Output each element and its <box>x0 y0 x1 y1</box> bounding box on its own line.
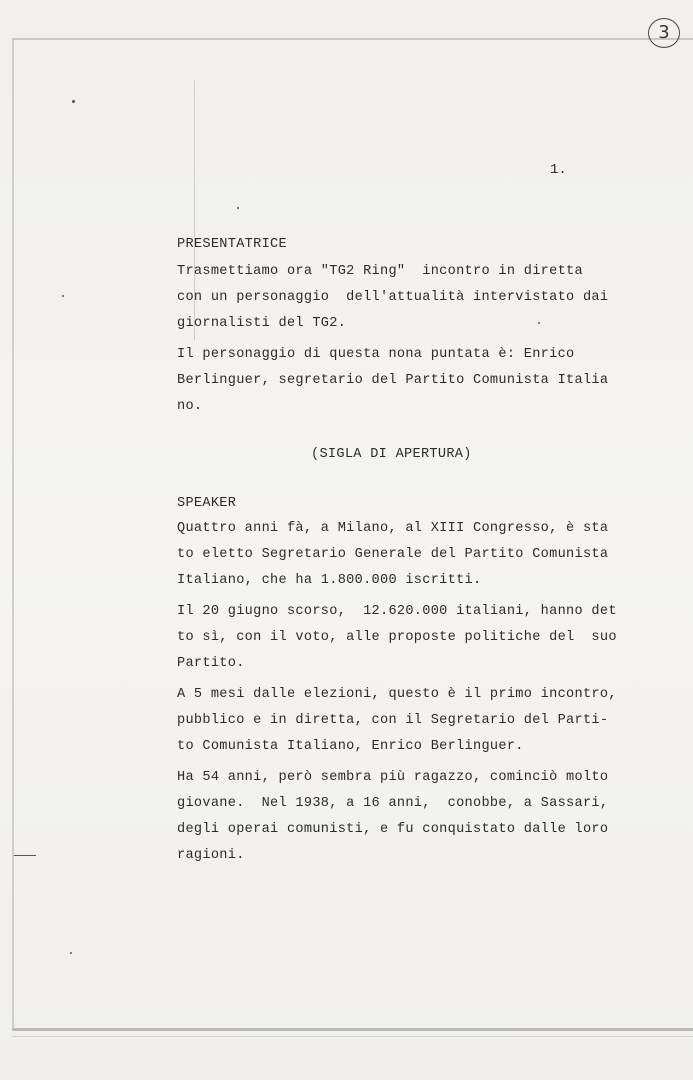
text-line: giornalisti del TG2. <box>177 316 347 331</box>
text-line: con un personaggio dell'attualità intervistato dai <box>177 290 609 305</box>
scan-speck <box>237 207 239 209</box>
page-bottom-edge <box>12 1028 693 1031</box>
scan-speck <box>70 952 72 954</box>
scan-speck <box>538 322 540 324</box>
text-line: Italiano, che ha 1.800.000 iscritti. <box>177 573 482 588</box>
page-top-edge <box>12 38 693 40</box>
text-line: to Comunista Italiano, Enrico Berlinguer. <box>177 739 524 754</box>
text-line: to sì, con il voto, alle proposte politiche del suo <box>177 630 617 645</box>
page-bottom-edge-inner <box>12 1036 693 1037</box>
text-line: Ha 54 anni, però sembra più ragazzo, cominciò molto <box>177 770 609 785</box>
circled-page-number: 3 <box>648 18 680 48</box>
heading-speaker: SPEAKER <box>177 496 237 511</box>
margin-mark <box>14 855 36 856</box>
page-number: 1. <box>550 162 567 178</box>
text-line: degli operai comunisti, e fu conquistato dalle loro <box>177 822 609 837</box>
text-line: Quattro anni fà, a Milano, al XIII Congresso, è sta <box>177 521 609 536</box>
text-line: giovane. Nel 1938, a 16 anni, conobbe, a Sassari, <box>177 796 609 811</box>
text-line: to eletto Segretario Generale del Partito Comunista <box>177 547 609 562</box>
text-line: Trasmettiamo ora "TG2 Ring" incontro in diretta <box>177 264 583 279</box>
scan-speck <box>62 295 64 297</box>
text-line: Il personaggio di questa nona puntata è: Enrico <box>177 347 575 362</box>
page-left-edge <box>12 38 14 1028</box>
text-line: Il 20 giugno scorso, 12.620.000 italiani, hanno det <box>177 604 617 619</box>
text-line: no. <box>177 399 203 414</box>
text-line: ragioni. <box>177 848 245 863</box>
text-line: pubblico e in diretta, con il Segretario del Parti- <box>177 713 609 728</box>
text-line: Partito. <box>177 656 245 671</box>
heading-presentatrice: PRESENTATRICE <box>177 237 287 252</box>
text-line: Berlinguer, segretario del Partito Comunista Italia <box>177 373 609 388</box>
sigla-di-apertura: (SIGLA DI APERTURA) <box>311 447 472 462</box>
scan-speck <box>72 100 75 103</box>
text-line: A 5 mesi dalle elezioni, questo è il primo incontro, <box>177 687 617 702</box>
